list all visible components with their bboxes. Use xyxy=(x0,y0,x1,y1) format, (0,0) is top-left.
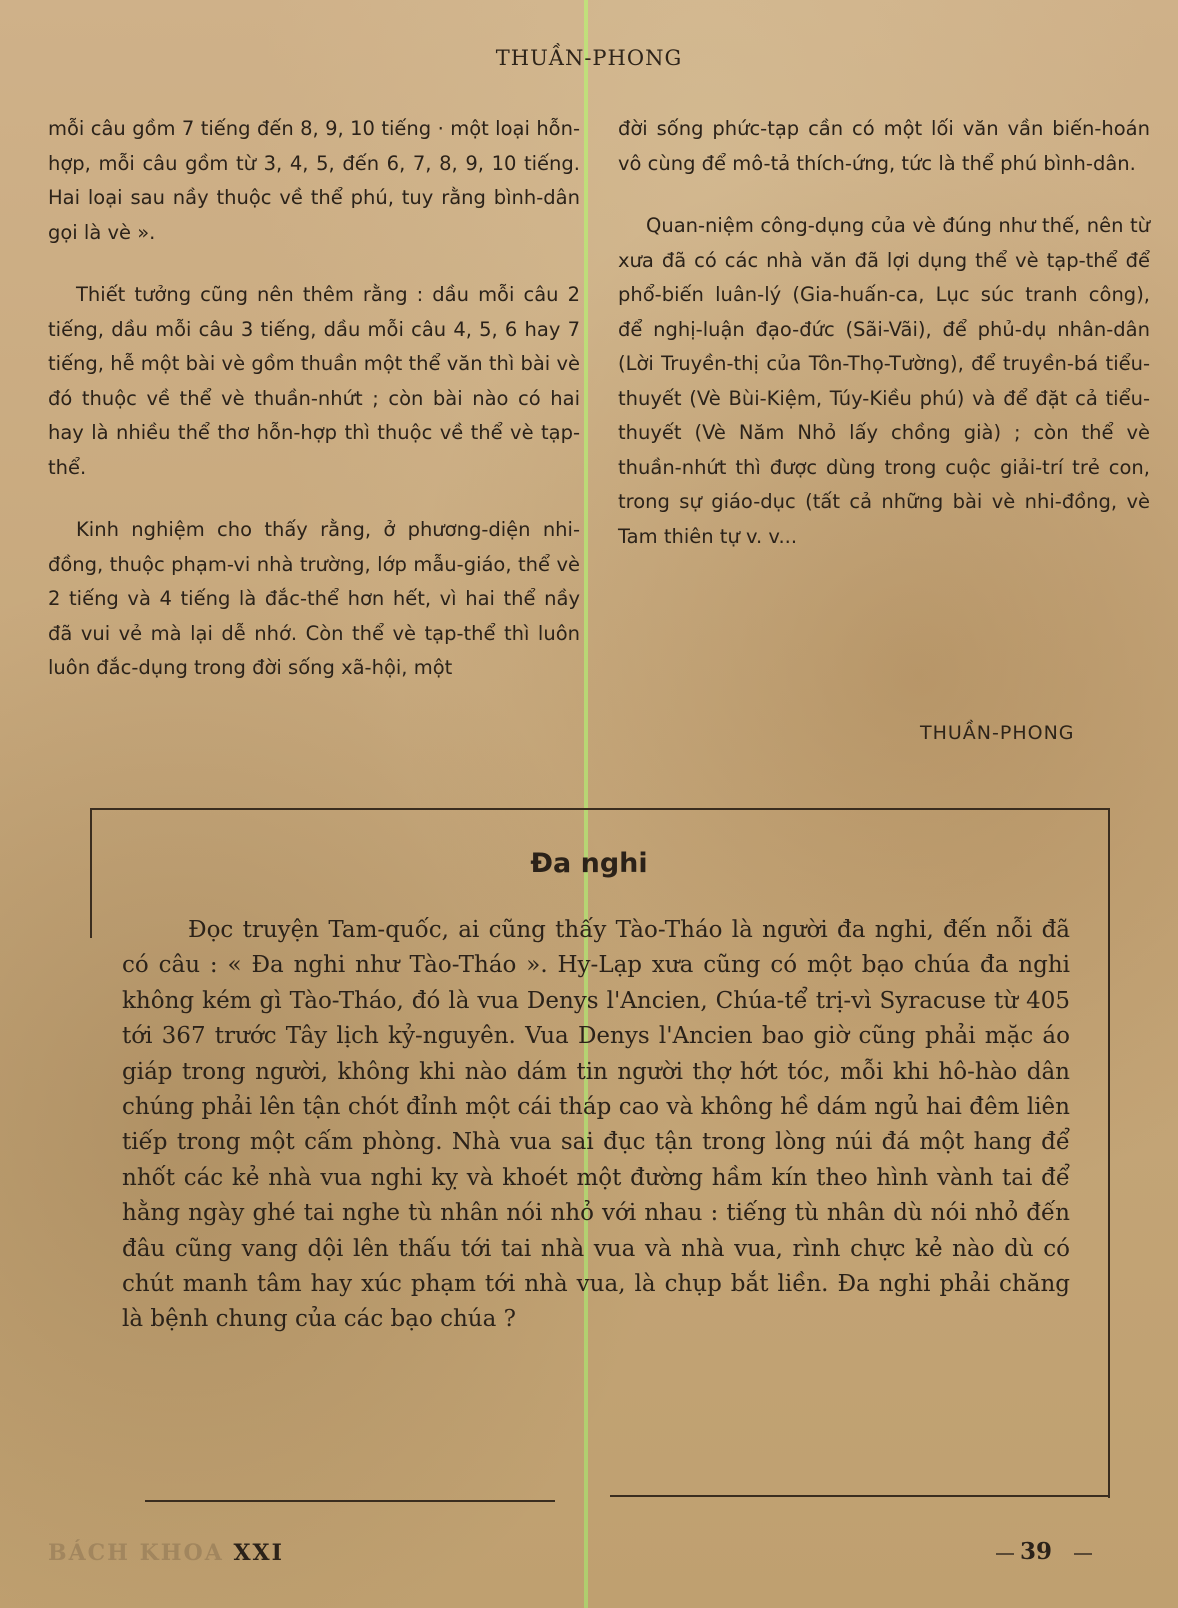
author-signature: THUẦN-PHONG xyxy=(920,722,1075,744)
right-paragraph-2: Quan-niệm công-dụng của vè đúng như thế, nên từ xưa đã có các nhà văn đã lợi dụng thể vè tạp-thể để phổ-biến luân-lý (Gia-huấn-ca, Lục súc tranh công), để nghị-luận đạo-đức (Sãi-Vãi), để phủ-dụ nhân-dân (Lời Truyền-thị của Tôn-Thọ-Tường), để truyền-bá tiểu-thuyết (Vè Bùi-Kiệm, Túy-Kiều phú) và để đặt cả tiểu-thuyết (Vè Năm Nhỏ lấy chồng già) ; còn thể vè thuần-nhứt thì được dùng trong cuộc giải-trí trẻ con, trong sự giáo-dục (tất cả những bài vè nhi-đồng, vè Tam thiên tự v. v... xyxy=(618,214,1150,548)
box-body xyxy=(122,913,1070,1338)
footer-dash-left xyxy=(996,1553,1014,1555)
box-paragraph: Đọc truyện Tam-quốc, ai cũng thấy Tào-Tháo là người đa nghi, đến nỗi đã có câu : « Đa nghi như Tào-Tháo ». Hy-Lạp xưa cũng có một bạo chúa đa nghi không kém gì Tào-Tháo, đó là vua Denys l'Ancien, Chúa-tể trị-vì Syracuse từ 405 tới 367 trước Tây lịch kỷ-nguyên. Vua Denys l'Ancien bao giờ cũng phải mặc áo giáp trong người, không khi nào dám tin người thợ hớt tóc, mỗi khi hô-hào dân chúng phải lên tận chót đỉnh một cái tháp cao và không hề dám ngủ hai đêm liên tiếp trong một cấm phòng. Nhà vua sai đục tận trong lòng núi đá một hang để nhốt các kẻ nhà vua nghi kỵ và khoét một đường hầm kín theo hình vành tai để hằng ngày ghé tai nghe tù nhân nói nhỏ với nhau : tiếng tù nhân dù nói nhỏ đến đâu cũng vang dội lên thấu tới tai nhà vua và nhà vua, rình chực kẻ nào dù có chút manh tâm hay xúc phạm tới nhà vua, là chụp bắt liền. Đa nghi phải chăng là bệnh chung của các bạo chúa ? xyxy=(122,917,1070,1333)
box-title: Đa nghi xyxy=(530,848,648,879)
right-paragraph-1: đời sống phức-tạp cần có một lối văn vần biến-hoán vô cùng để mô-tả thích-ứng, tức là thể phú bình-dân. xyxy=(618,117,1150,175)
footer-issue: XXI xyxy=(233,1540,284,1566)
box-border-top xyxy=(90,808,1110,810)
left-paragraph-2: Thiết tưởng cũng nên thêm rằng : dầu mỗi câu 2 tiếng, dầu mỗi câu 3 tiếng, dầu mỗi câu 4, 5, 6 hay 7 tiếng, hễ một bài vè gồm thuần một thể văn thì bài vè đó thuộc về thể vè thuần-nhứt ; còn bài nào có hai hay là nhiều thể thơ hỗn-hợp thì thuộc về thể vè tạp-thể. xyxy=(48,283,580,479)
box-border-right xyxy=(1108,808,1110,1498)
page-fold-line xyxy=(584,0,588,1608)
footer-publication xyxy=(48,1540,284,1566)
left-paragraph-1: mỗi câu gồm 7 tiếng đến 8, 9, 10 tiếng · một loại hỗn-hợp, mỗi câu gồm từ 3, 4, 5, đến 6, 7, 8, 9, 10 tiếng. Hai loại sau nầy thuộc về thể phú, tuy rằng bình-dân gọi là vè ». xyxy=(48,117,580,244)
left-paragraph-3: Kinh nghiệm cho thấy rằng, ở phương-diện nhi-đồng, thuộc phạm-vi nhà trường, lớp mẫu-giáo, thể vè 2 tiếng và 4 tiếng là đắc-thể hơn hết, vì hai thể nầy đã vui vẻ mà lại dễ nhớ. Còn thể vè tạp-thể thì luôn luôn đắc-dụng trong đời sống xã-hội, một xyxy=(48,518,580,679)
box-border-bottom-right xyxy=(610,1495,1110,1497)
box-border-bottom-left xyxy=(145,1500,555,1502)
running-header: THUẦN-PHONG xyxy=(495,46,683,70)
page-number: 39 xyxy=(1020,1538,1053,1565)
footer-faded-title: BÁCH KHOA xyxy=(48,1540,224,1566)
footer-dash-right xyxy=(1074,1553,1092,1555)
left-column xyxy=(48,112,580,714)
right-column xyxy=(618,112,1150,582)
